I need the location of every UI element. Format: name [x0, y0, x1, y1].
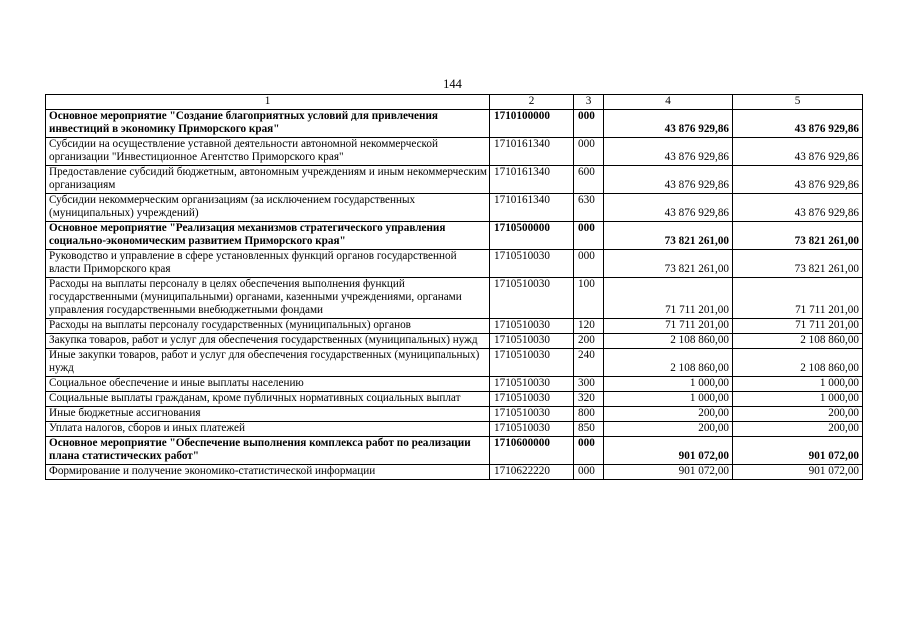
column-header-5: 5: [733, 95, 863, 110]
table-row: [46, 334, 863, 349]
row-amount-col5-cell: 901 072,00: [733, 465, 863, 480]
row-amount-col5-cell: 71 711 201,00: [733, 278, 863, 319]
row-code-cell: 1710622220: [490, 465, 574, 480]
row-amount-col5-cell: 901 072,00: [733, 437, 863, 465]
row-expense-type-cell: 600: [574, 166, 604, 194]
row-code-cell: 1710510030: [490, 250, 574, 278]
row-name-cell: Социальные выплаты гражданам, кроме публичных нормативных социальных выплат: [46, 392, 490, 407]
row-expense-type-cell: 000: [574, 465, 604, 480]
table-row: [46, 250, 863, 278]
row-code-cell: 1710510030: [490, 407, 574, 422]
row-amount-col4-cell: 73 821 261,00: [604, 222, 733, 250]
page-number: 144: [443, 77, 462, 91]
row-name-cell: Основное мероприятие "Создание благоприятных условий для привлечения инвестиций в экономику Приморского края": [46, 110, 490, 138]
row-amount-col5-cell: 73 821 261,00: [733, 222, 863, 250]
row-amount-col5-cell: 43 876 929,86: [733, 194, 863, 222]
table-row: [46, 319, 863, 334]
row-code-cell: 1710600000: [490, 437, 574, 465]
row-name-cell: Предоставление субсидий бюджетным, автономным учреждениям и иным некоммерческим организациям: [46, 166, 490, 194]
row-amount-col4-cell: 1 000,00: [604, 377, 733, 392]
row-name-cell: Основное мероприятие "Обеспечение выполнения комплекса работ по реализации плана статистических работ": [46, 437, 490, 465]
row-code-cell: 1710510030: [490, 278, 574, 319]
row-code-cell: 1710161340: [490, 194, 574, 222]
row-code-cell: 1710161340: [490, 138, 574, 166]
row-expense-type-cell: 320: [574, 392, 604, 407]
table-row: [46, 407, 863, 422]
table-row: [46, 437, 863, 465]
table-row: [46, 422, 863, 437]
row-name-cell: Расходы на выплаты персоналу в целях обеспечения выполнения функций государственными (муниципальными) органами, казенными учреждениями, органами управления государственными внебюджетными фондами: [46, 278, 490, 319]
row-name-cell: Иные закупки товаров, работ и услуг для обеспечения государственных (муниципальных) нужд: [46, 349, 490, 377]
table-row: [46, 349, 863, 377]
row-name-cell: Формирование и получение экономико-статистической информации: [46, 465, 490, 480]
row-amount-col5-cell: 73 821 261,00: [733, 250, 863, 278]
budget-table: [45, 94, 863, 480]
row-expense-type-cell: 200: [574, 334, 604, 349]
row-amount-col4-cell: 73 821 261,00: [604, 250, 733, 278]
row-name-cell: Руководство и управление в сфере установленных функций органов государственной власти Приморского края: [46, 250, 490, 278]
row-amount-col4-cell: 1 000,00: [604, 392, 733, 407]
row-name-cell: Субсидии некоммерческим организациям (за исключением государственных (муниципальных) учреждений): [46, 194, 490, 222]
row-amount-col4-cell: 200,00: [604, 422, 733, 437]
row-expense-type-cell: 000: [574, 437, 604, 465]
row-amount-col4-cell: 43 876 929,86: [604, 110, 733, 138]
row-amount-col4-cell: 2 108 860,00: [604, 334, 733, 349]
table-row: [46, 465, 863, 480]
row-code-cell: 1710510030: [490, 319, 574, 334]
row-amount-col5-cell: 1 000,00: [733, 392, 863, 407]
row-amount-col5-cell: 43 876 929,86: [733, 110, 863, 138]
column-header-4: 4: [604, 95, 733, 110]
row-name-cell: Закупка товаров, работ и услуг для обеспечения государственных (муниципальных) нужд: [46, 334, 490, 349]
table-row: [46, 222, 863, 250]
row-expense-type-cell: 630: [574, 194, 604, 222]
row-amount-col5-cell: 200,00: [733, 407, 863, 422]
table-row: [46, 392, 863, 407]
row-amount-col4-cell: 901 072,00: [604, 437, 733, 465]
row-expense-type-cell: 000: [574, 110, 604, 138]
column-number-header-row: [46, 95, 863, 110]
column-header-3: 3: [574, 95, 604, 110]
row-code-cell: 1710510030: [490, 422, 574, 437]
row-code-cell: 1710510030: [490, 392, 574, 407]
row-name-cell: Расходы на выплаты персоналу государственных (муниципальных) органов: [46, 319, 490, 334]
row-expense-type-cell: 240: [574, 349, 604, 377]
row-expense-type-cell: 000: [574, 222, 604, 250]
table-row: [46, 138, 863, 166]
row-amount-col5-cell: 71 711 201,00: [733, 319, 863, 334]
row-name-cell: Субсидии на осуществление уставной деятельности автономной некоммерческой организации "Инвестиционное Агентство Приморского края": [46, 138, 490, 166]
row-name-cell: Уплата налогов, сборов и иных платежей: [46, 422, 490, 437]
row-expense-type-cell: 800: [574, 407, 604, 422]
row-amount-col4-cell: 200,00: [604, 407, 733, 422]
row-amount-col4-cell: 2 108 860,00: [604, 349, 733, 377]
row-expense-type-cell: 300: [574, 377, 604, 392]
row-code-cell: 1710161340: [490, 166, 574, 194]
row-amount-col5-cell: 43 876 929,86: [733, 138, 863, 166]
row-code-cell: 1710500000: [490, 222, 574, 250]
row-expense-type-cell: 850: [574, 422, 604, 437]
row-amount-col5-cell: 43 876 929,86: [733, 166, 863, 194]
row-amount-col4-cell: 71 711 201,00: [604, 319, 733, 334]
row-expense-type-cell: 100: [574, 278, 604, 319]
column-header-2: 2: [490, 95, 574, 110]
row-expense-type-cell: 000: [574, 250, 604, 278]
row-name-cell: Основное мероприятие "Реализация механизмов стратегического управления социально-экономическим развитием Приморского края": [46, 222, 490, 250]
row-amount-col5-cell: 1 000,00: [733, 377, 863, 392]
row-code-cell: 1710510030: [490, 377, 574, 392]
row-amount-col4-cell: 43 876 929,86: [604, 194, 733, 222]
table-row: [46, 377, 863, 392]
row-code-cell: 1710510030: [490, 349, 574, 377]
row-code-cell: 1710510030: [490, 334, 574, 349]
row-code-cell: 1710100000: [490, 110, 574, 138]
table-row: [46, 110, 863, 138]
row-amount-col5-cell: 200,00: [733, 422, 863, 437]
table-row: [46, 194, 863, 222]
row-amount-col4-cell: 71 711 201,00: [604, 278, 733, 319]
row-amount-col4-cell: 901 072,00: [604, 465, 733, 480]
row-amount-col5-cell: 2 108 860,00: [733, 334, 863, 349]
table-row: [46, 278, 863, 319]
row-expense-type-cell: 120: [574, 319, 604, 334]
row-amount-col4-cell: 43 876 929,86: [604, 138, 733, 166]
row-amount-col5-cell: 2 108 860,00: [733, 349, 863, 377]
row-amount-col4-cell: 43 876 929,86: [604, 166, 733, 194]
row-name-cell: Социальное обеспечение и иные выплаты населению: [46, 377, 490, 392]
row-expense-type-cell: 000: [574, 138, 604, 166]
table-row: [46, 166, 863, 194]
column-header-1: 1: [46, 95, 490, 110]
row-name-cell: Иные бюджетные ассигнования: [46, 407, 490, 422]
